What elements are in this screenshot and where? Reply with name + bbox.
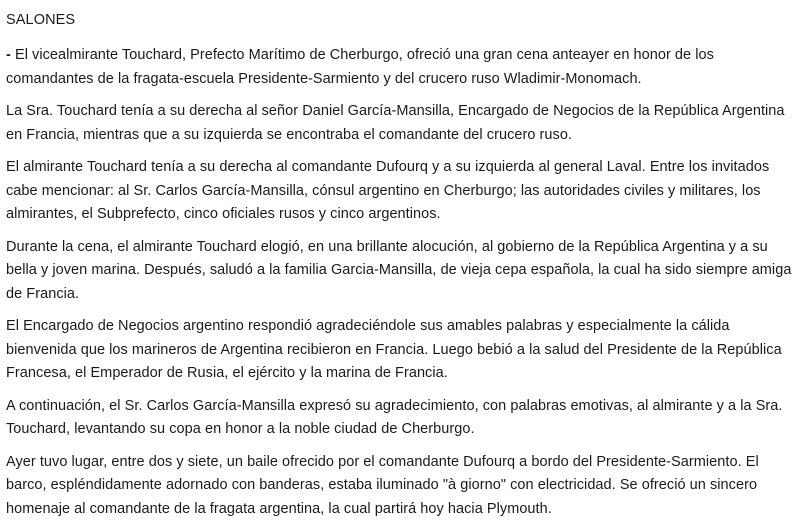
paragraph-4: Durante la cena, el almirante Touchard elogió, en una brillante alocución, al gobierno de la República Argentina y a su bella y joven marina. Después, saludó a la familia Garcia-Mansilla, de vieja cepa española, la cual ha sido siempre amiga de Francia. <box>6 238 792 302</box>
paragraph-1-text: El vicealmirante Touchard, Prefecto Marítimo de Cherburgo, ofreció una gran cena anteayer en honor de los comandantes de la fragata-escuela Presidente-Sarmiento y del crucero ruso Wladimir-Monomach. <box>6 47 714 87</box>
document-page <box>6 10 796 530</box>
paragraph-5: El Encargado de Negocios argentino respondió agradeciéndole sus amables palabras y especialmente la cálida bienvenida que los marineros de Argentina recibieron en Francia. Luego bebió a la salud del Presidente de la República Francesa, el Emperador de Rusia, el ejército y la marina de Francia. <box>6 318 782 381</box>
lead-dash: - <box>6 47 15 63</box>
paragraph-7: Ayer tuvo lugar, entre dos y siete, un baile ofrecido por el comandante Dufourq a bordo del Presidente-Sarmiento. El barco, espléndidamente adornado con banderas, estaba iluminado "à giorno" con electricidad. Se ofreció un sincero homenaje al comandante de la fragata argentina, la cual partirá hoy hacia Plymouth. <box>6 453 759 517</box>
paragraph-6: A continuación, el Sr. Carlos García-Mansilla expresó su agradecimiento, con palabras emotivas, al almirante y a la Sra. Touchard, levantando su copa en honor a la noble ciudad de Cherburgo. <box>6 397 783 437</box>
paragraph-2: La Sra. Touchard tenía a su derecha al señor Daniel García-Mansilla, Encargado de Negocios de la República Argentina en Francia, mientras que a su izquierda se encontraba el comandante del crucero ruso. <box>6 103 785 143</box>
paragraph-1 <box>6 44 796 91</box>
section-heading: SALONES <box>6 12 76 28</box>
paragraph-3: El almirante Touchard tenía a su derecha al comandante Dufourq y a su izquierda al general Laval. Entre los invitados cabe mencionar: al Sr. Carlos García-Mansilla, cónsul argentino en Cherburgo; las autoridades civiles y militares, los almirantes, el Subprefecto, cinco oficiales rusos y cinco argentinos. <box>6 159 770 222</box>
